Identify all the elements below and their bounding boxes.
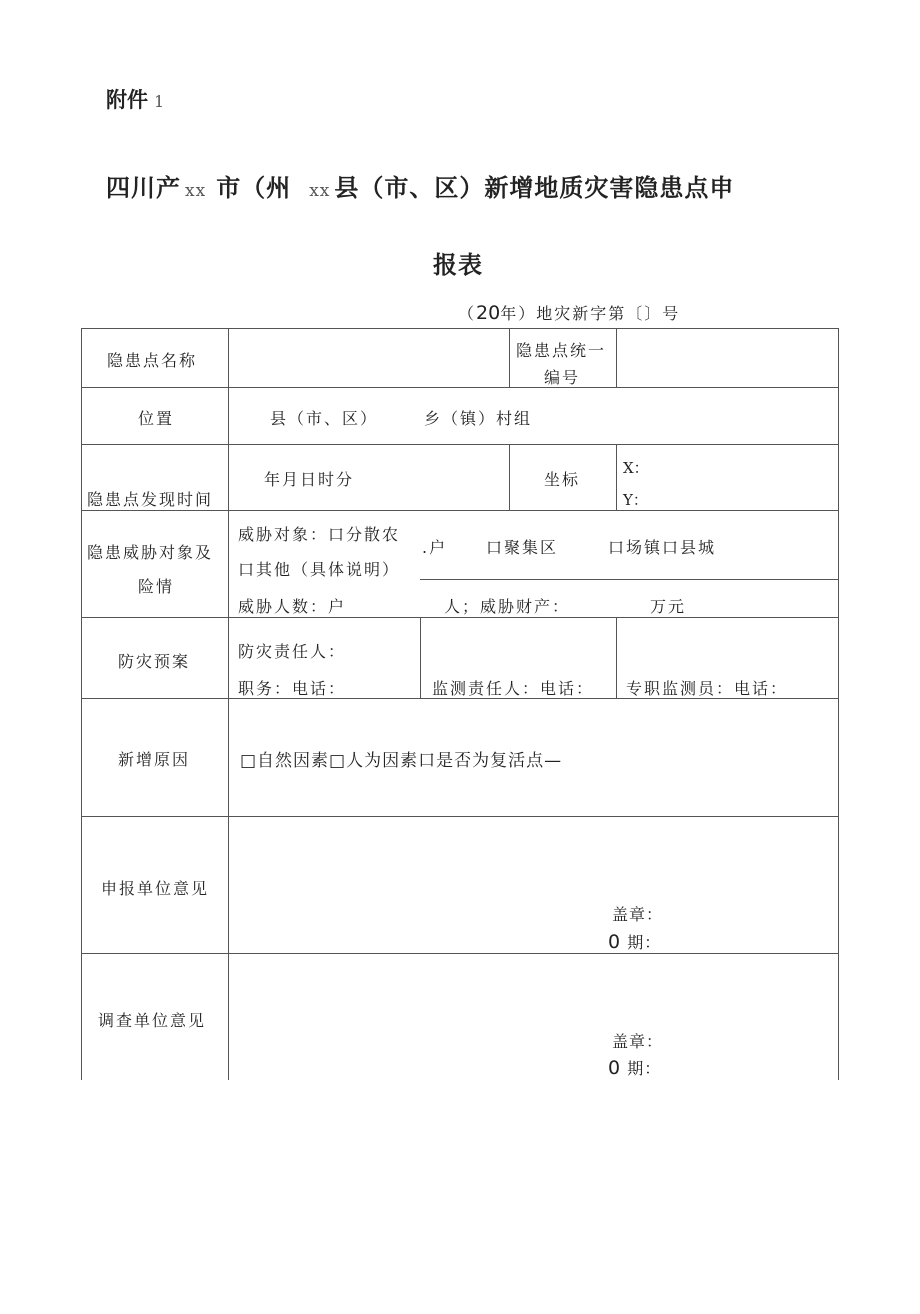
title-xx-1: xx	[185, 181, 207, 201]
row-divider	[420, 579, 839, 580]
doc-number-open: （	[458, 304, 477, 323]
attachment-text: 附件	[106, 88, 148, 112]
col-divider	[616, 617, 617, 698]
row-divider	[81, 816, 839, 817]
threat-label-2: 险情	[138, 577, 175, 596]
row-divider	[81, 617, 839, 618]
location-value: 县（市、区） 乡（镇）村组	[270, 409, 533, 428]
reason-value: □自然因素□人为因素口是否为复活点—	[240, 751, 563, 771]
threat-people: 威胁人数：户	[238, 597, 347, 616]
plan-label: 防灾预案	[118, 652, 191, 671]
coord-y: Y：	[623, 491, 648, 509]
coord-x: X：	[623, 459, 649, 477]
uid-label-1: 隐患点统一	[516, 341, 607, 360]
doc-number	[458, 301, 680, 324]
threat-object: 威胁对象：口分散农	[238, 525, 401, 544]
survey-date-text: 期：	[627, 1059, 662, 1078]
title-part-3: 县（市、区）新增地质灾害隐患点申	[334, 174, 735, 202]
coord-label: 坐标	[544, 470, 581, 489]
row-divider	[81, 510, 839, 511]
col-divider	[420, 617, 421, 698]
time-value: 年月日时分	[264, 470, 355, 489]
survey-date	[608, 1056, 661, 1079]
plan-monitor: 监测责任人：电话：	[432, 679, 595, 698]
survey-date-num: 0	[608, 1057, 622, 1079]
col-divider	[509, 444, 510, 510]
table-border-top	[81, 328, 839, 329]
attachment-number: 1	[154, 92, 165, 111]
attachment-label	[106, 84, 164, 114]
col-divider	[616, 328, 617, 387]
threat-label-1: 隐患威胁对象及	[87, 543, 214, 562]
threat-property: 人；威胁财产：	[444, 597, 571, 616]
col-divider	[228, 328, 229, 1080]
plan-duty: 职务：电话：	[238, 679, 347, 698]
plan-special: 专职监测员：电话：	[626, 679, 789, 698]
row-divider	[81, 953, 839, 954]
plan-responsible: 防灾责任人：	[238, 642, 347, 661]
title-part-2: 市（州	[216, 174, 292, 202]
page-title-line-2: 报表	[433, 251, 483, 279]
row-divider	[81, 444, 839, 445]
location-label: 位置	[138, 409, 175, 428]
survey-seal: 盖章：	[612, 1032, 664, 1051]
title-part-1: 四川产	[106, 174, 181, 202]
doc-number-year: 20	[476, 302, 501, 324]
report-label: 申报单位意见	[101, 879, 210, 898]
table-border-left	[81, 328, 82, 1080]
col-divider	[616, 444, 617, 510]
page-title	[106, 168, 734, 203]
reason-label: 新增原因	[118, 750, 191, 769]
threat-household: .户	[422, 538, 448, 557]
doc-number-rest: 年）地灾新字第〔〕号	[500, 304, 681, 323]
threat-town: 口场镇口县城	[608, 538, 717, 557]
title-xx-2: xx	[309, 181, 331, 201]
report-date-text: 期：	[627, 933, 662, 952]
row-divider	[81, 387, 839, 388]
report-seal: 盖章：	[612, 905, 664, 924]
report-date	[608, 930, 661, 953]
report-date-num: 0	[608, 931, 622, 953]
time-label: 隐患点发现时间	[87, 490, 214, 509]
survey-label: 调查单位意见	[98, 1011, 207, 1030]
threat-other: 口其他（具体说明）	[238, 560, 401, 579]
threat-wan: 万元	[650, 597, 687, 616]
col-divider	[509, 328, 510, 387]
table-border-right	[838, 328, 839, 1080]
uid-label-2: 编号	[544, 368, 581, 387]
threat-cluster: 口聚集区	[486, 538, 559, 557]
name-label: 隐患点名称	[107, 351, 198, 370]
